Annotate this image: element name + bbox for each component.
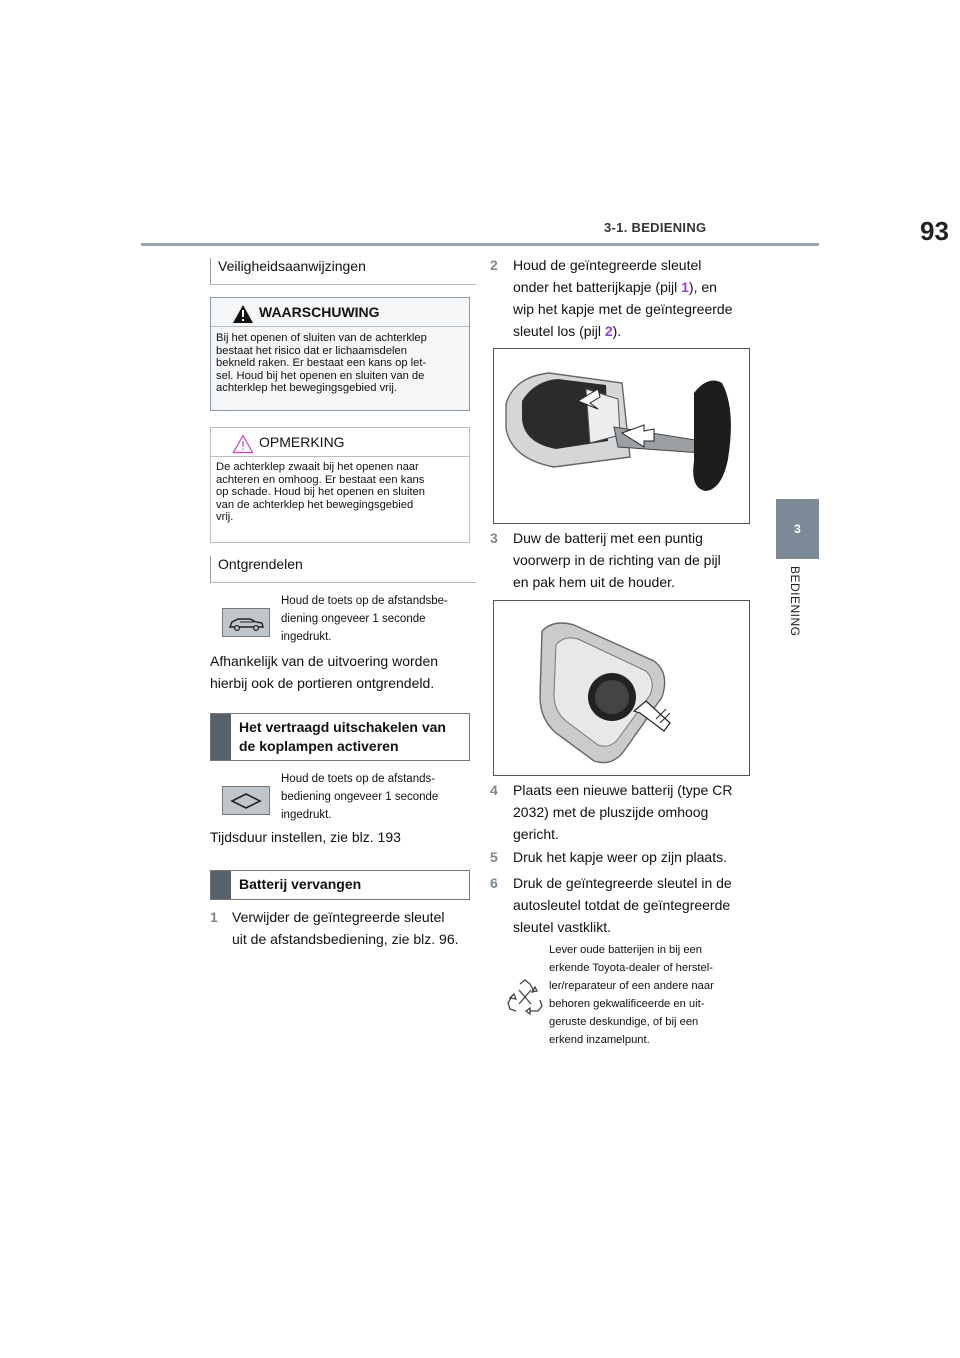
chapter-tab-number: 3 bbox=[794, 522, 801, 536]
step-3-line: voorwerp in de richting van de pijl bbox=[513, 552, 721, 568]
step-2-text: onder het batterijkapje (pijl bbox=[513, 279, 682, 295]
unlock-instruction-line: ingedrukt. bbox=[281, 631, 332, 643]
recycle-icon bbox=[506, 978, 544, 1016]
step-number: 4 bbox=[490, 782, 498, 798]
recycle-line: behoren gekwalificeerde en uit- bbox=[549, 998, 705, 1010]
delay-instruction bbox=[281, 770, 438, 824]
step-3-line: Duw de batterij met een puntig bbox=[513, 530, 703, 546]
recycle-notice bbox=[549, 941, 714, 1049]
note-box bbox=[210, 427, 470, 543]
step-2 bbox=[490, 254, 760, 342]
step-3 bbox=[490, 527, 760, 593]
key-cover-illustration bbox=[494, 349, 749, 523]
warning-text bbox=[216, 332, 461, 395]
step-6-line: Druk de geïntegreerde sleutel in de bbox=[513, 875, 732, 891]
step-4 bbox=[490, 779, 760, 845]
safety-heading bbox=[210, 258, 476, 285]
unlock-instruction-line: Houd de toets op de afstandsbe- bbox=[281, 595, 448, 607]
unlock-instruction bbox=[281, 592, 448, 646]
note-text bbox=[216, 461, 461, 524]
unlock-heading-text: Ontgrendelen bbox=[218, 556, 303, 572]
page-number: 93 bbox=[920, 216, 949, 246]
key-cover-figure bbox=[493, 348, 750, 524]
note-line: De achterklep zwaait bij het openen naar bbox=[216, 461, 419, 473]
delay-instruction-line: ingedrukt. bbox=[281, 809, 332, 821]
heading-bar bbox=[211, 714, 231, 760]
header-divider bbox=[141, 243, 819, 246]
unlock-body bbox=[210, 650, 438, 694]
note-line: op schade. Houd bij het openen en sluiten bbox=[216, 486, 425, 499]
warning-box bbox=[210, 297, 470, 411]
step-6 bbox=[490, 872, 760, 938]
safety-heading-text: Veiligheidsaanwijzingen bbox=[218, 258, 366, 274]
warning-line: sel. Houd bij het openen en sluiten van de bbox=[216, 369, 425, 382]
step-2-line bbox=[513, 320, 760, 342]
unlock-body-line: Afhankelijk van de uitvoering worden bbox=[210, 653, 439, 669]
step-2-text: ). bbox=[612, 323, 622, 339]
caution-outline-icon bbox=[232, 434, 254, 454]
step-5-line: Druk het kapje weer op zijn plaats. bbox=[513, 849, 727, 865]
step-2-text: sleutel los (pijl bbox=[513, 323, 605, 339]
step-4-line: 2032) met de pluszijde omhoog bbox=[513, 804, 709, 820]
note-line: vrij. bbox=[216, 511, 234, 524]
unlock-body-line: hierbij ook de portieren ontgrendeld. bbox=[210, 675, 435, 691]
delay-instruction-line: bediening ongeveer 1 seconde bbox=[281, 791, 439, 803]
section-title: 3-1. BEDIENING bbox=[604, 220, 707, 235]
chapter-tab bbox=[776, 499, 819, 559]
recycle-line: erkend inzamelpunt. bbox=[549, 1034, 650, 1046]
arrow-2-label: 2 bbox=[604, 323, 613, 339]
warning-line: bestaat het risico dat er lichaamsdelen bbox=[216, 344, 407, 357]
step-1-line: Verwijder de geïntegreerde sleutel bbox=[232, 909, 445, 925]
chapter-tab-label: BEDIENING bbox=[788, 566, 802, 637]
battery-heading bbox=[210, 870, 470, 900]
warning-divider bbox=[211, 326, 469, 327]
delay-heading bbox=[210, 713, 470, 761]
headlight-delay-icon bbox=[222, 786, 270, 815]
battery-removal-illustration bbox=[494, 601, 749, 775]
step-2-line: Houd de geïntegreerde sleutel bbox=[513, 257, 702, 273]
recycle-line: Lever oude batterijen in bij een bbox=[549, 944, 703, 956]
step-1 bbox=[210, 906, 470, 950]
note-line: van de achterklep het bewegingsgebied bbox=[216, 498, 414, 511]
unlock-heading bbox=[210, 556, 476, 583]
arrow-1-label: 1 bbox=[681, 279, 689, 295]
step-2-line: wip het kapje met de geïntegreerde bbox=[513, 301, 733, 317]
step-number: 2 bbox=[490, 257, 498, 273]
warning-triangle-icon bbox=[232, 304, 254, 324]
recycle-line: geruste deskundige, of bij een bbox=[549, 1016, 699, 1028]
warning-line: achterklep het bewegingsgebied vrij. bbox=[216, 382, 397, 395]
car-shape-icon bbox=[226, 613, 266, 633]
warning-line: bekneld raken. Er bestaat een kans op let- bbox=[216, 357, 427, 370]
step-2-line bbox=[513, 276, 760, 298]
step-number: 1 bbox=[210, 909, 218, 925]
diamond-symbol-icon bbox=[226, 791, 266, 811]
unlock-instruction-line: diening ongeveer 1 seconde bbox=[281, 613, 426, 625]
warning-line: Bij het openen of sluiten van de achterklep bbox=[216, 332, 427, 344]
recycle-line: ler/reparateur of een andere naar bbox=[549, 980, 714, 992]
step-5 bbox=[490, 846, 760, 868]
step-4-line: gericht. bbox=[513, 826, 559, 842]
delay-heading-line: Het vertraagd uitschakelen van bbox=[239, 719, 446, 735]
step-1-line: uit de afstandsbediening, zie blz. 96. bbox=[232, 931, 459, 947]
delay-heading-text bbox=[231, 714, 454, 760]
step-6-line: autosleutel totdat de geïntegreerde bbox=[513, 897, 731, 913]
step-number: 5 bbox=[490, 849, 498, 865]
recycle-line: erkende Toyota-dealer of herstel- bbox=[549, 962, 713, 974]
step-3-line: en pak hem uit de houder. bbox=[513, 574, 675, 590]
delay-heading-line: de koplampen activeren bbox=[239, 738, 399, 754]
warning-title: WAARSCHUWING bbox=[259, 304, 380, 320]
step-4-line: Plaats een nieuwe batterij (type CR bbox=[513, 782, 733, 798]
step-6-line: sleutel vastklikt. bbox=[513, 919, 612, 935]
delay-body: Tijdsduur instellen, zie blz. 193 bbox=[210, 829, 401, 845]
note-divider bbox=[211, 456, 469, 457]
delay-instruction-line: Houd de toets op de afstands- bbox=[281, 773, 436, 785]
step-number: 6 bbox=[490, 875, 498, 891]
step-number: 3 bbox=[490, 530, 498, 546]
car-remote-unlock-icon bbox=[222, 608, 270, 637]
note-title: OPMERKING bbox=[259, 434, 345, 450]
battery-figure bbox=[493, 600, 750, 776]
heading-bar bbox=[211, 871, 231, 899]
battery-heading-text: Batterij vervangen bbox=[239, 876, 362, 892]
note-line: achteren en omhoog. Er bestaat een kans bbox=[216, 473, 425, 486]
step-2-text: ), en bbox=[688, 279, 717, 295]
